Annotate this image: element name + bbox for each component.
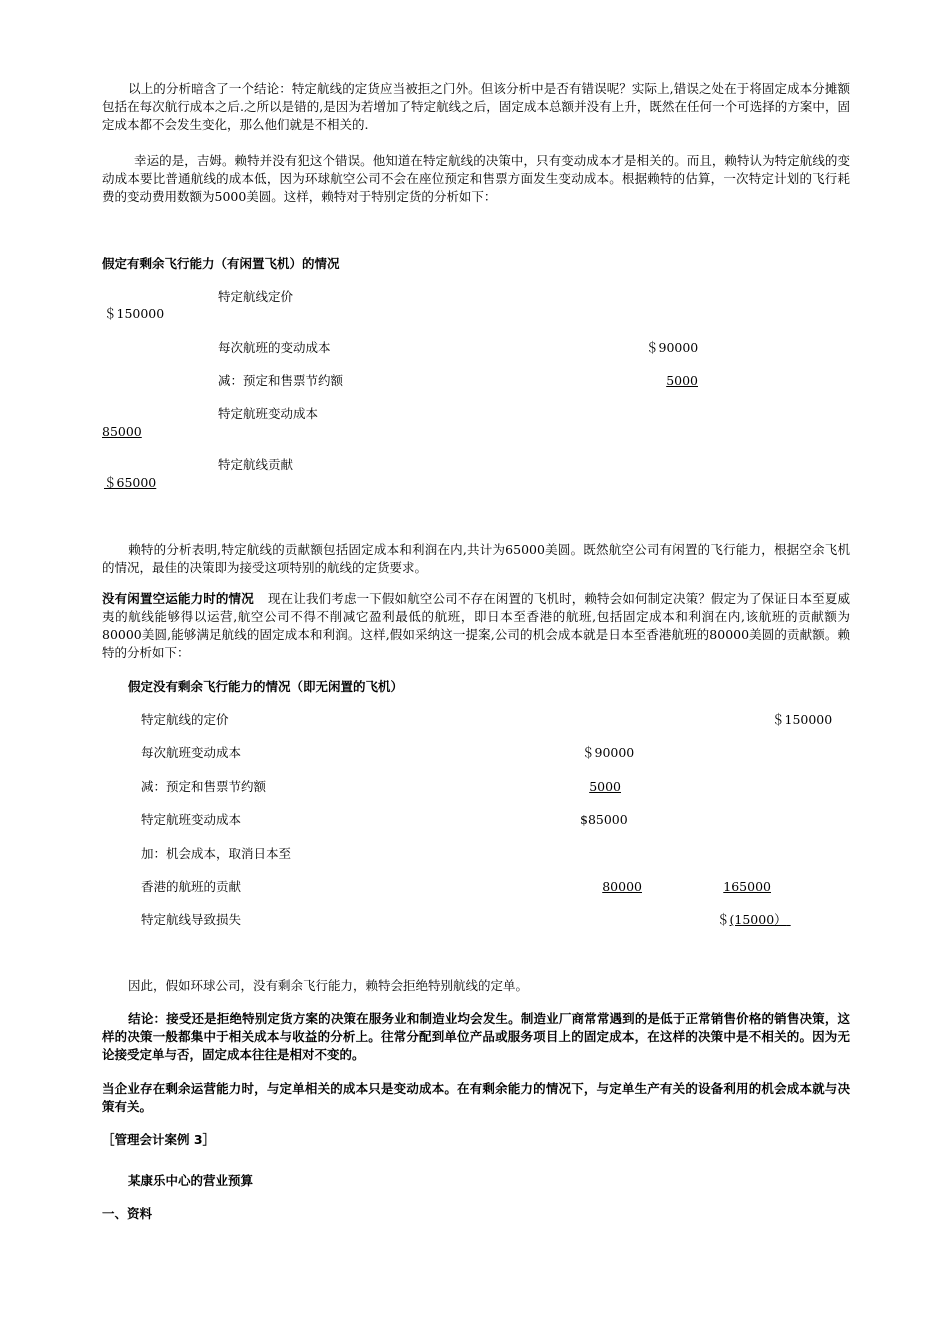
paragraph-text: 因此，假如环球公司，没有剩余飞行能力，赖特会拒绝特别航线的定单。 [128,978,529,993]
paragraph-conclusion [102,1010,850,1064]
paragraph-fixed-cost-analysis [102,80,850,134]
table2-varcost-value: ＄90000 [582,745,635,760]
table1-title: 假定有剩余飞行能力（有闲置飞机）的情况 [102,256,340,271]
paragraph-conclusion-capacity [102,1080,850,1116]
table1-contrib-label: 特定航线贡献 [218,457,294,472]
table2-opp-total: 165000 [723,879,771,894]
table1-flightvar-label: 特定航班变动成本 [218,406,319,421]
table1-price-value: ＄150000 [104,306,165,321]
table2-savings-value: 5000 [589,779,621,794]
table2-title: 假定没有剩余飞行能力的情况（即无闲置的飞机） [128,679,404,694]
table2-savings-label: 减：预定和售票节约额 [141,779,267,794]
table2-price-label: 特定航线的定价 [141,712,229,727]
table2-loss-prefix: ＄ [717,912,730,927]
paragraph-heading: 没有闲置空运能力时的情况 [102,591,254,606]
table2-price-value: ＄150000 [772,712,833,727]
section-heading: 一、资料 [102,1206,153,1221]
paragraph-reject-order [102,977,850,995]
table2-opp-value: 80000 [602,879,642,894]
paragraph-wright-analysis [102,152,850,206]
paragraph-text: 当企业存在剩余运营能力时，与定单相关的成本只是变动成本。在有剩余能力的情况下，与定单生产有关的设备利用的机会成本就与决策有关。 [102,1081,850,1114]
case-label: ［管理会计案例 3］ [102,1132,216,1147]
paragraph-text: 赖特的分析表明,特定航线的贡献额包括固定成本和利润在内,共计为65000美圆。既然航空公司有闲置的飞行能力，根据空余飞机的情况，最佳的决策即为接受这项特别的航线的定货要求。 [102,542,850,575]
table2-loss-amount [717,912,791,927]
paragraph-text: 结论：接受还是拒绝特别定货方案的决策在服务业和制造业均会发生。制造业厂商常常遇到的是低于正常销售价格的销售决策，这样的决策一般都集中于相关成本与收益的分析上。往常分配到单位产品或服务项目上的固定成本，在这样的决策中是不相关的。因为无论接受定单与否，固定成本往往是相对不变的。 [102,1011,850,1062]
table2-loss-value: (15000） [729,912,787,927]
table1-contrib-value: ＄65000 [104,475,157,490]
table2-opp-label2: 香港的航班的贡献 [141,879,242,894]
table2-varcost-label: 每次航班变动成本 [141,745,242,760]
table1-savings-label: 减：预定和售票节约额 [218,373,344,388]
paragraph-text: 以上的分析暗含了一个结论：特定航线的定货应当被拒之门外。但该分析中是否有错误呢？实际上,错误之处在于将固定成本分摊额包括在每次航行成本之后.之所以是错的,是因为若增加了特定航线之后，固定成本总额并没有上升，既然在任何一个可选择的方案中，固定成本都不会发生变化，那么他们就是不相关的. [102,81,850,132]
table2-flightvar-value: $85000 [580,812,628,827]
paragraph-no-idle-capacity [102,590,850,662]
table1-flightvar-value: 85000 [102,424,142,439]
paragraph-contribution-result [102,541,850,577]
table1-price-label: 特定航线定价 [218,289,294,304]
table1-savings-value: 5000 [666,373,698,388]
table2-flightvar-label: 特定航班变动成本 [141,812,242,827]
table2-loss-underline-pad [787,912,791,927]
table1-varcost-value: ＄90000 [646,340,699,355]
paragraph-text: 幸运的是，吉姆。赖特并没有犯这个错误。他知道在特定航线的决策中，只有变动成本才是相关的。而且，赖特认为特定航线的变动成本要比普通航线的成本低，因为环球航空公司不会在座位预定和售票方面发生变动成本。根据赖特的估算，一次特定计划的飞行耗费的变动费用数额为5000美圆。这样，赖特对于特别定货的分析如下： [102,153,850,204]
table1-varcost-label: 每次航班的变动成本 [218,340,331,355]
paragraph-text: 现在让我们考虑一下假如航空公司不存在闲置的飞机时，赖特会如何制定决策？假定为了保证日本至夏威夷的航线能够得以运营,航空公司不得不削减它盈利最低的航班，即日本至香港的航班,包括固定成本和利润在内,该航班的贡献额为80000美圆,能够满足航线的固定成本和利润。这样,假如采纳这一提案,公司的机会成本就是日本至香港航班的80000美圆的贡献额。赖特的分析如下： [102,591,850,660]
table2-opp-label1: 加：机会成本，取消日本至 [141,846,292,861]
table2-loss-label: 特定航线导致损失 [141,912,242,927]
case-title: 某康乐中心的营业预算 [128,1173,254,1188]
